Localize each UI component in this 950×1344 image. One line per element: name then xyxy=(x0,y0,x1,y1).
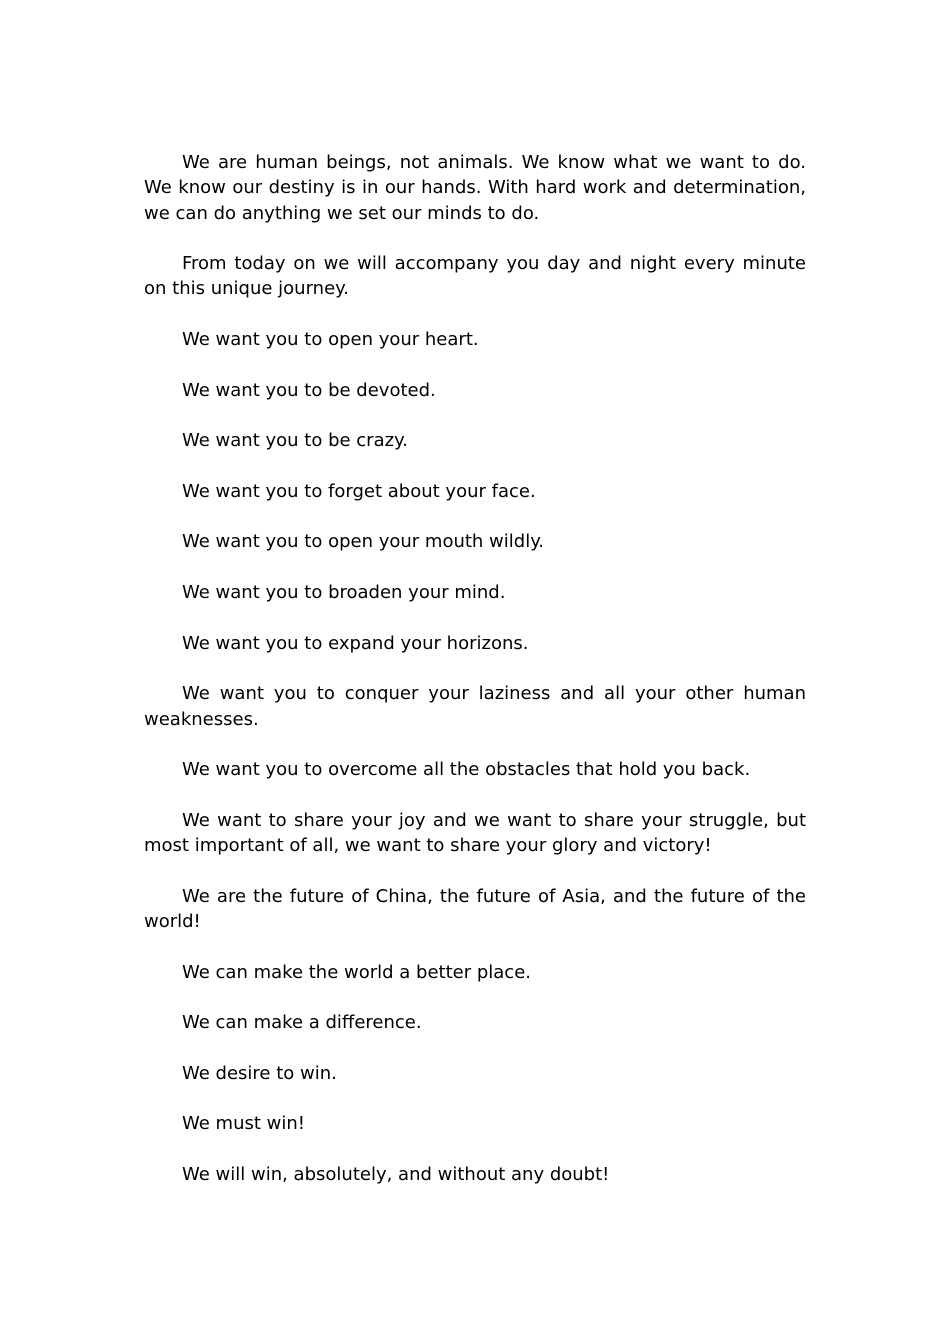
paragraph-9: We want you to expand your horizons. xyxy=(182,632,529,654)
paragraph-14: We can make the world a better place. xyxy=(182,961,531,983)
paragraph-10: We want you to conquer your laziness and all your other human weaknesses. xyxy=(144,683,806,730)
paragraph-4: We want you to be devoted. xyxy=(182,379,436,401)
paragraph-5: We want you to be crazy. xyxy=(182,430,408,452)
paragraph-12: We want to share your joy and we want to share your struggle, but most important of all, we want to share your glory and victory! xyxy=(144,809,806,857)
paragraph-3: We want you to open your heart. xyxy=(182,329,479,351)
paragraph-17: We must win! xyxy=(182,1113,305,1135)
paragraph-2: From today on we will accompany you day and night every minute on this unique journey. xyxy=(144,253,806,300)
paragraph-16: We desire to win. xyxy=(182,1062,337,1084)
paragraph-7: We want you to open your mouth wildly. xyxy=(182,531,545,553)
document-body xyxy=(144,150,806,1187)
paragraph-18: We will win, absolutely, and without any doubt! xyxy=(182,1163,610,1185)
paragraph-8: We want you to broaden your mind. xyxy=(182,582,506,604)
paragraph-11: We want you to overcome all the obstacles that hold you back. xyxy=(182,759,751,781)
paragraph-1: We are human beings, not animals. We know what we want to do. We know our destiny is in our hands. With hard work and determination, we can do anything we set our minds to do. xyxy=(144,152,806,224)
paragraph-13: We are the future of China, the future of Asia, and the future of the world! xyxy=(144,885,806,932)
paragraph-6: We want you to forget about your face. xyxy=(182,480,536,502)
paragraph-15: We can make a difference. xyxy=(182,1012,422,1034)
